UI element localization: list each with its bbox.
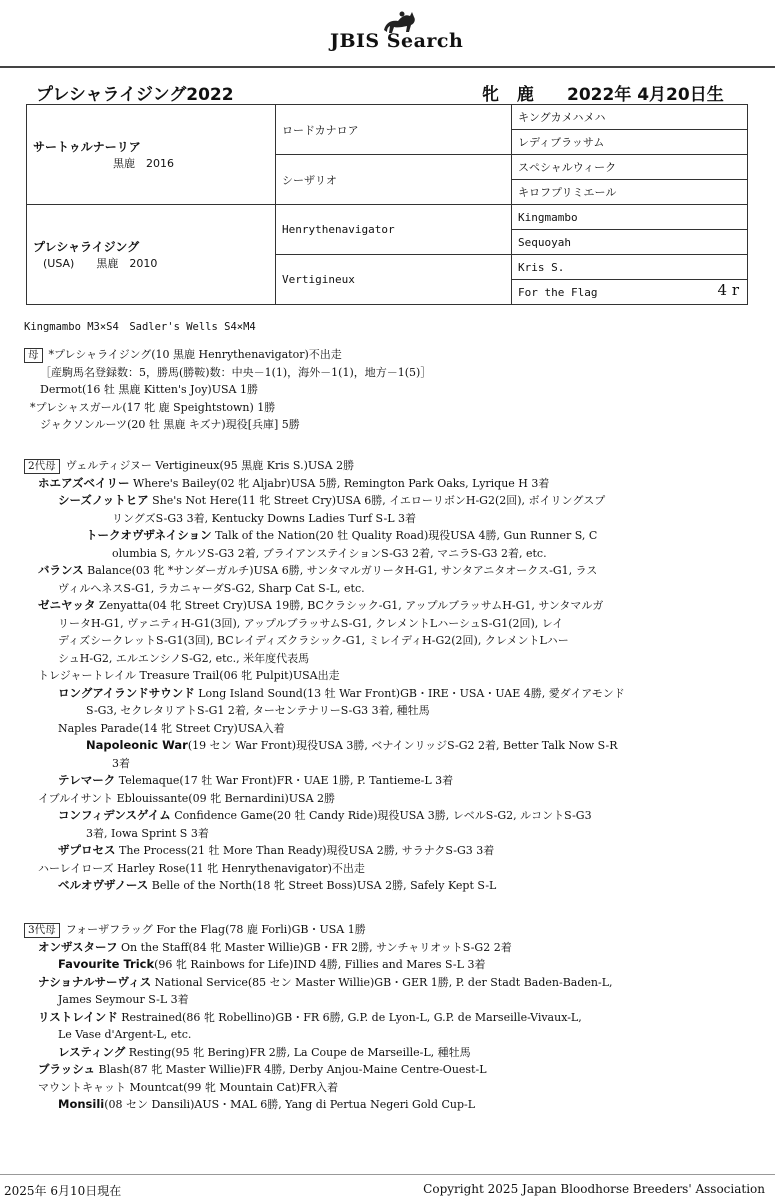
progeny-line	[24, 807, 625, 825]
progeny-line	[24, 1061, 613, 1079]
progeny-detail: マウントキャット Mountcat(99 牝 Mountain Cat)FR入着	[38, 1080, 339, 1094]
horse-link[interactable]: トークオヴザネイション	[86, 528, 212, 542]
ped-g3-cell[interactable]: Kris S.	[512, 255, 748, 280]
progeny-detail: She's Not Here(11 牝 Street Cry)USA 6勝, イエローリボンH-G2(2回), ボイリングスプ	[148, 494, 606, 507]
horse-link[interactable]: ザプロセス	[58, 843, 116, 857]
progeny-detail: ヴィルへネスS-G1, ラカニャーダS-G2, Sharp Cat S-L, etc.	[58, 581, 365, 595]
logo-text: JBIS Search	[330, 30, 464, 52]
header-divider	[0, 66, 775, 68]
progeny-detail: Telemaque(17 牡 War Front)FR・UAE 1勝, P. Tantieme-L 3着	[115, 774, 454, 787]
horse-link[interactable]: ブラッシュ	[38, 1062, 96, 1076]
progeny-detail: Confidence Game(20 牡 Candy Ride)現役USA 3勝, レベルS-G2, ルコントS-G3	[170, 809, 592, 822]
progeny-line	[24, 772, 625, 790]
progeny-detail: (19 セン War Front)現役USA 3勝, ベナインリッジS-G2 2着, Better Talk Now S-R	[187, 739, 618, 752]
progeny-detail: Zenyatta(04 牝 Street Cry)USA 19勝, BCクラシック-G1, アップルブラッサムH-G1, サンタマルガ	[95, 599, 604, 612]
dam-line: ［産駒馬名登録数：5，勝馬(勝鞍)数：中央－1(1)，海外－1(1)，地方－1(5)］	[40, 365, 432, 379]
progeny-line	[24, 842, 625, 860]
horse-link[interactable]: Favourite Trick	[58, 957, 155, 971]
third-dam-tag: 3代母	[24, 923, 60, 938]
dam-line: Dermot(16 牡 黒鹿 Kitten's Joy)USA 1勝	[40, 383, 258, 396]
progeny-line	[24, 974, 613, 992]
progeny-detail: (96 牝 Rainbows for Life)IND 4勝, Fillies and Mares S-L 3着	[154, 958, 486, 971]
progeny-detail: Naples Parade(14 牝 Street Cry)USA入着	[58, 721, 285, 735]
dam-name[interactable]: プレシャライジング	[33, 240, 140, 254]
progeny-line	[24, 877, 625, 895]
horse-link[interactable]: Napoleonic War	[86, 738, 188, 752]
horse-link[interactable]: レスティング	[58, 1044, 126, 1059]
horse-name: プレシャライジング2022	[36, 85, 234, 105]
ped-g3-name[interactable]: For the Flag	[518, 285, 598, 299]
horse-link[interactable]: シーズノットヒア	[58, 493, 149, 507]
ped-g2-cell[interactable]: ロードカナロア	[276, 105, 512, 155]
horse-link[interactable]: ロングアイランドサウンド	[58, 685, 195, 700]
dam-info: (USA) 黒鹿 2010	[43, 257, 158, 270]
progeny-line	[24, 1009, 613, 1027]
progeny-detail: Talk of the Nation(20 牡 Quality Road)現役USA 4勝, Gun Runner S, C	[211, 529, 598, 542]
footer-date: 2025年 6月10日現在	[4, 1184, 122, 1198]
horse-link[interactable]: リストレインド	[38, 1009, 118, 1024]
progeny-line	[24, 720, 625, 738]
ped-g3-cell[interactable]: Kingmambo	[512, 205, 748, 230]
progeny-line	[24, 475, 625, 493]
ped-g3-cell-last	[512, 280, 748, 305]
dam-cell	[27, 205, 276, 305]
progeny-line	[24, 860, 625, 878]
progeny-detail: Resting(95 牝 Bering)FR 2勝, La Coupe de Marseille-L, 種牡馬	[125, 1045, 471, 1059]
progeny-line	[24, 492, 625, 510]
ped-g2-cell[interactable]: シーザリオ	[276, 155, 512, 205]
progeny-line	[24, 790, 625, 808]
sire-cell	[27, 105, 276, 205]
progeny-line	[24, 755, 625, 773]
horse-link[interactable]: ナショナルサーヴィス	[38, 974, 152, 989]
progeny-detail: The Process(21 牡 More Than Ready)現役USA 2勝, サラナクS-G3 3着	[115, 844, 495, 857]
progeny-line	[24, 991, 613, 1009]
progeny-detail: S-G3, セクレタリアトS-G1 2着, ターセンテナリーS-G3 3着, 種牡馬	[86, 704, 430, 717]
horse-birthdate: 2022年 4月20日生	[567, 85, 724, 105]
progeny-line	[24, 510, 625, 528]
progeny-line	[24, 1096, 613, 1114]
progeny-detail: National Service(85 セン Master Willie)GB・GER 1勝, P. der Stadt Baden-Baden-L,	[151, 975, 613, 989]
sire-name[interactable]: サートゥルナーリア	[33, 140, 141, 154]
family-number: 4 r	[717, 281, 739, 299]
horse-link[interactable]: コンフィデンスゲイム	[58, 808, 171, 822]
progeny-line	[24, 615, 625, 633]
progeny-detail: リータH-G1, ヴァニティH-G1(3回), アップルブラッサムS-G1, クレメントLハーシュS-G1(2回), レイ	[58, 616, 564, 630]
progeny-detail: Where's Bailey(02 牝 Aljabr)USA 5勝, Remington Park Oaks, Lyrique H 3着	[129, 476, 550, 490]
footer-divider	[0, 1174, 775, 1175]
progeny-detail: olumbia S, ケルソS-G3 2着, ブライアンステイションS-G3 2着, マニラS-G3 2着, etc.	[112, 546, 547, 560]
ped-g3-cell[interactable]: キロフプリミエール	[512, 180, 748, 205]
ped-g2-cell[interactable]: Henrythenavigator	[276, 205, 512, 255]
progeny-line	[24, 597, 625, 615]
horse-link[interactable]: テレマーク	[58, 773, 116, 787]
progeny-line	[24, 545, 625, 563]
progeny-detail: Restrained(86 牝 Robellino)GB・FR 6勝, G.P. de Lyon-L, G.P. de Marseille-Vivaux-L,	[117, 1010, 582, 1024]
progeny-line	[24, 562, 625, 580]
ped-g3-cell[interactable]: キングカメハメハ	[512, 105, 748, 130]
progeny-line	[24, 580, 625, 598]
third-dam-head: フォーザフラッグ For the Flag(78 鹿 Forli)GB・USA 1勝	[65, 923, 366, 936]
progeny-detail: Long Island Sound(13 牡 War Front)GB・IRE・USA・UAE 4勝, 愛ダイアモンド	[194, 686, 625, 700]
sire-info: 黒鹿 2016	[113, 157, 174, 170]
progeny-line	[24, 825, 625, 843]
horse-link[interactable]: Monsili	[58, 1097, 105, 1111]
horse-link[interactable]: ホエアズベイリー	[38, 475, 130, 490]
horse-sex-color: 牝 鹿	[482, 85, 540, 105]
jbis-logo[interactable]	[330, 8, 464, 54]
horse-link[interactable]: バランス	[38, 563, 84, 577]
progeny-line	[24, 702, 625, 720]
dam-line: ジャクソンルーツ(20 牡 黒鹿 キズナ)現役[兵庫] 5勝	[40, 418, 300, 431]
dam-section	[24, 346, 431, 434]
progeny-line	[24, 650, 625, 668]
progeny-line	[24, 632, 625, 650]
progeny-detail: ディズシークレットS-G1(3回), BCレイディズクラシック-G1, ミレイディH-G2(2回), クレメントLハー	[58, 634, 569, 647]
horse-link[interactable]: オンザスターフ	[38, 939, 118, 954]
progeny-line	[24, 685, 625, 703]
dam-line: *プレシャライジング(10 黒鹿 Henrythenavigator)不出走	[48, 348, 342, 361]
progeny-detail: リングズS-G3 3着, Kentucky Downs Ladies Turf S-L 3着	[112, 511, 417, 525]
progeny-detail: 3着, Iowa Sprint S 3着	[86, 826, 209, 840]
second-dam-head: ヴェルティジヌー Vertigineux(95 黒鹿 Kris S.)USA 2勝	[65, 459, 355, 472]
ped-g2-cell[interactable]: Vertigineux	[276, 255, 512, 305]
third-dam-section	[24, 921, 613, 1114]
dam-tag: 母	[24, 348, 43, 363]
progeny-detail: イブルイサント Eblouissante(09 牝 Bernardini)USA 2勝	[38, 791, 336, 805]
progeny-detail: シュH-G2, エルエンシノS-G2, etc., 米年度代表馬	[58, 651, 310, 665]
progeny-line	[24, 956, 613, 974]
progeny-line	[24, 1026, 613, 1044]
progeny-detail: Le Vase d'Argent-L, etc.	[58, 1028, 192, 1041]
ped-g3-cell[interactable]: レディブラッサム	[512, 130, 748, 155]
progeny-detail: Balance(03 牝 *サンダーガルチ)USA 6勝, サンタマルガリータH-G1, サンタアニタオークス-G1, ラス	[83, 564, 598, 577]
progeny-line	[24, 667, 625, 685]
progeny-line	[24, 1079, 613, 1097]
progeny-detail: James Seymour S-L 3着	[58, 993, 189, 1006]
footer-copyright: Copyright 2025 Japan Bloodhorse Breeders' Association	[423, 1182, 765, 1196]
progeny-line	[24, 527, 625, 545]
progeny-detail: Belle of the North(18 牝 Street Boss)USA 2勝, Safely Kept S-L	[148, 879, 497, 892]
progeny-detail: (08 セン Dansili)AUS・MAL 6勝, Yang di Pertua Negeri Gold Cup-L	[104, 1098, 476, 1111]
inbreeding-note: Kingmambo M3×S4 Sadler's Wells S4×M4	[24, 321, 256, 333]
progeny-line	[24, 737, 625, 755]
progeny-detail: ハーレイローズ Harley Rose(11 牝 Henrythenavigator)不出走	[38, 861, 365, 875]
horse-link[interactable]: ゼニヤッタ	[38, 598, 96, 612]
progeny-detail: On the Staff(84 牝 Master Willie)GB・FR 2勝, サンチャリオットS-G2 2着	[117, 940, 512, 954]
progeny-line	[24, 939, 613, 957]
ped-g3-cell[interactable]: Sequoyah	[512, 230, 748, 255]
progeny-line	[24, 1044, 613, 1062]
ped-g3-cell[interactable]: スペシャルウィーク	[512, 155, 748, 180]
progeny-detail: 3着	[112, 756, 130, 770]
progeny-detail: Blash(87 牝 Master Willie)FR 4勝, Derby Anjou-Maine Centre-Ouest-L	[95, 1063, 487, 1076]
pedigree-table	[26, 104, 748, 305]
progeny-detail: トレジャートレイル Treasure Trail(06 牝 Pulpit)USA出走	[38, 669, 340, 682]
second-dam-tag: 2代母	[24, 459, 60, 474]
horse-link[interactable]: ベルオヴザノース	[58, 878, 149, 892]
dam-line: *プレシャスガール(17 牝 鹿 Speightstown) 1勝	[30, 400, 276, 414]
second-dam-section	[24, 457, 625, 895]
